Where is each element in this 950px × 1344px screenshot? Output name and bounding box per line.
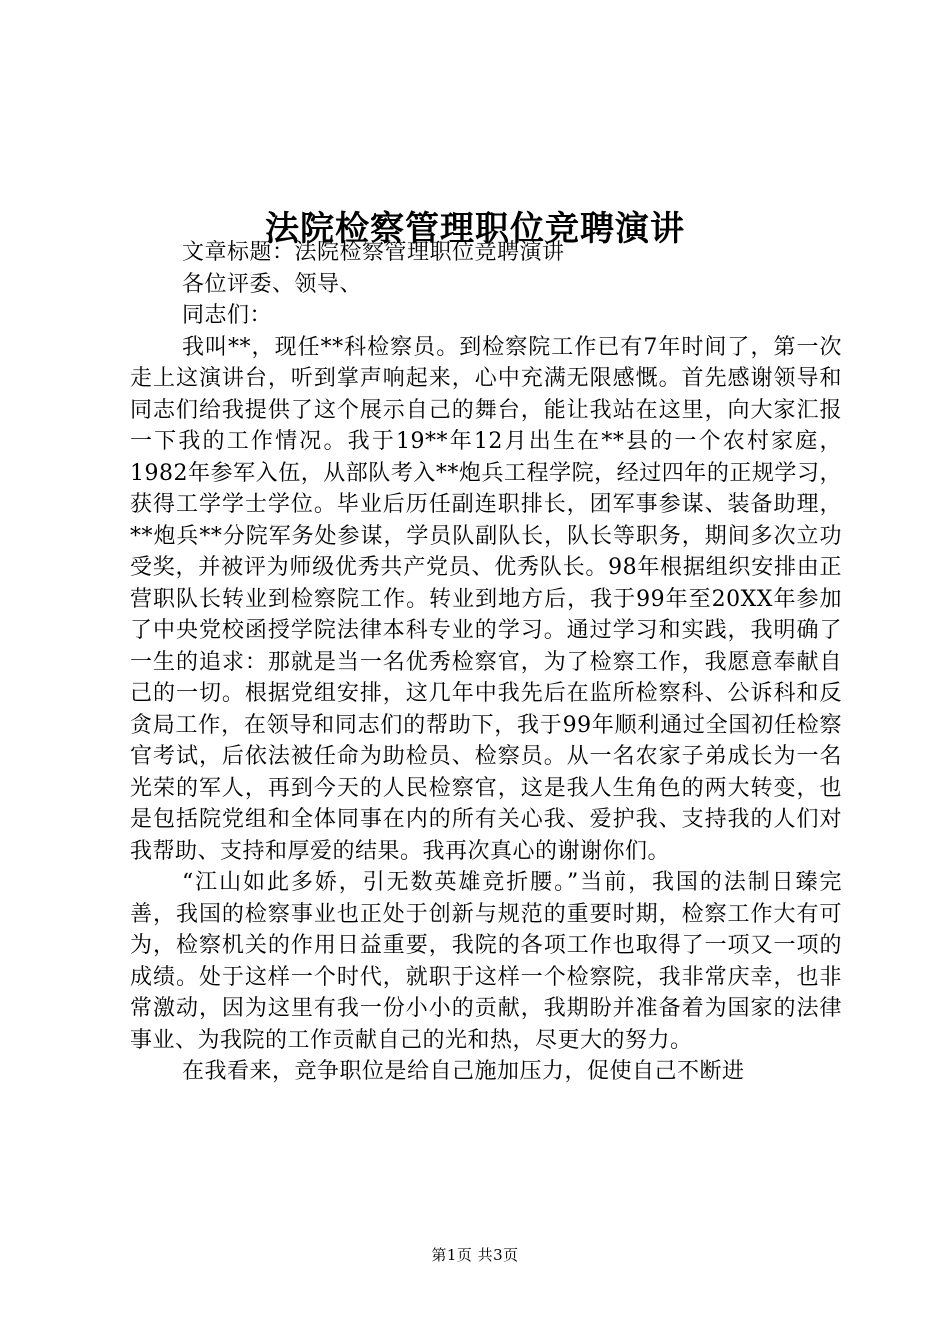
salutation-line: 同志们： xyxy=(182,303,273,328)
body-paragraph: 在我看来，竞争职位是给自己施加压力，促使自己不断进 xyxy=(182,1059,745,1084)
body-paragraph: 我叫**，现任**科检察员。到检察院工作已有7年时间了，第一次走上这演讲台，听到掌声响起来，心中充满无限感慨。首先感谢领导和同志们给我提供了这个展示自己的舞台，能让我站在这里，向大家汇报一下我的工作情况。我于19**年12月出生在**县的一个农村家庭，1982年参军入伍，从部队考入**炮兵工程学院，经过四年的正规学习，获得工学学士学位。毕业后历任副连职排长，团军事参谋、装备助理，**炮兵**分院军务处参谋，学员队副队长，队长等职务，期间多次立功受奖，并被评为师级优秀共产党员、优秀队长。98年根据组织安排由正营职队长转业到检察院工作。转业到地方后，我于99年至20XX年参加了中央党校函授学院法律本科专业的学习。通过学习和实践，我明确了一生的追求：那就是当一名优秀检察官，为了检察工作，我愿意奉献自己的一切。根据党组安排，这几年中我先后在监所检察科、公诉科和反贪局工作，在领导和同志们的帮助下，我于99年顺利通过全国初任检察官考试，后依法被任命为助检员、检察员。从一名农家子弟成长为一名光荣的军人，再到今天的人民检察官，这是我人生角色的两大转变，也是包括院党组和全体同事在内的所有关心我、爱护我、支持我的人们对我帮助、支持和厚爱的结果。我再次真心的谢谢你们。 xyxy=(130,334,842,864)
salutation-line: 各位评委、领导、 xyxy=(182,271,363,297)
document-body xyxy=(130,237,842,1088)
document-title: 法院检察管理职位竞聘演讲 xyxy=(265,208,685,249)
body-paragraph: “江山如此多娇，引无数英雄竞折腰。”当前，我国的法制日臻完善，我国的检察事业也正处于创新与规范的重要时期，检察工作大有可为，检察机关的作用日益重要，我院的各项工作也取得了一项又一项的成绩。处于这样一个时代，就职于这样一个检察院，我非常庆幸，也非常激动，因为这里有我一份小小的贡献，我期盼并准备着为国家的法律事业、为我院的工作贡献自己的光和热，尽更大的努力。 xyxy=(130,870,842,1053)
article-title-line: 文章标题：法院检察管理职位竞聘演讲 xyxy=(182,240,565,265)
page-number-footer: 第1页 共3页 xyxy=(431,1246,519,1264)
